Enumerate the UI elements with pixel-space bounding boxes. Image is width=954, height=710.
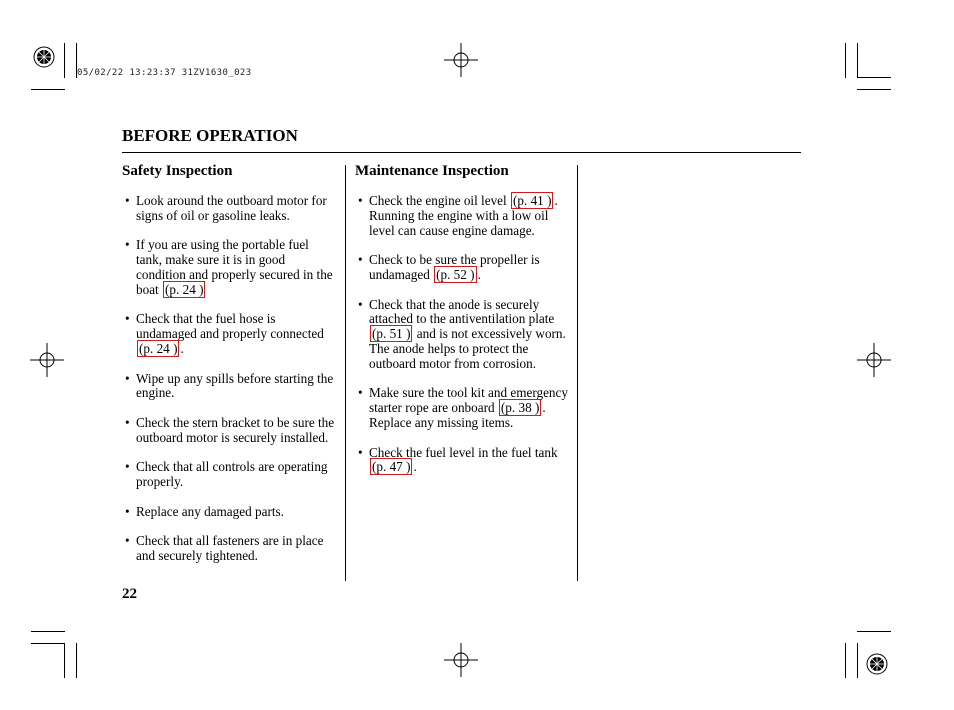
bullet-icon: • [125,503,130,519]
crop-mark [857,643,858,678]
item-text-continued: . [180,340,184,356]
list-item [122,238,337,297]
safety-inspection-column [122,163,337,579]
crop-mark [64,43,65,78]
print-info: 05/02/22 13:23:37 31ZV1630_023 [77,68,252,78]
crosshair-icon [857,343,891,377]
item-text: Replace any damaged parts. [136,503,284,519]
bullet-icon: • [125,459,130,475]
list-item [122,416,337,446]
item-text: Check that all controls are operating properly. [136,459,328,490]
item-text: Check the engine oil level [369,193,507,208]
bullet-icon: • [358,193,363,208]
crop-mark [845,643,846,678]
crop-mark [76,643,77,678]
crosshair-icon [444,643,478,677]
bullet-icon: • [125,414,130,430]
crop-mark [857,89,891,90]
crosshair-icon [30,343,64,377]
maintenance-inspection-column [355,163,573,490]
page-reference-link[interactable]: (p. 38 ) [500,400,540,416]
item-text-continued: . Replace any missing items. [369,400,546,430]
item-text: Make sure the tool kit and emergency starter rope are onboard [369,385,568,416]
item-text-continued: . [477,266,481,282]
bullet-icon: • [358,385,363,401]
crop-mark [31,643,65,644]
item-text-continued: and is not excessively worn. The anode helps to protect the outboard motor from corrosion. [369,326,566,371]
bullet-icon: • [125,533,130,549]
section-rule [122,152,801,153]
list-item [355,386,573,430]
column-divider [345,165,346,581]
crop-mark [857,631,891,632]
bullet-list [122,194,337,564]
bullet-icon: • [358,444,363,460]
crop-mark [845,43,846,78]
column-divider [577,165,578,581]
item-text-continued: . Running the engine with a low oil level can cause engine damage. [369,193,558,238]
column-heading: Safety Inspection [122,163,233,179]
list-item [122,194,337,224]
registration-mark-icon [33,46,55,68]
bullet-icon: • [125,311,130,327]
bullet-icon: • [358,252,363,268]
bullet-icon: • [358,296,363,312]
item-text: Check that the anode is securely attached to the antiventilation plate [369,296,555,327]
bullet-icon: • [125,193,130,208]
item-text: If you are using the portable fuel tank, make sure it is in good condition and properly secured in the boat [136,237,333,297]
item-text: Wipe up any spills before starting the engine. [136,370,334,401]
item-text: Check to be sure the propeller is undamaged [369,252,540,282]
item-text: Check the fuel level in the fuel tank [369,444,558,460]
list-item [122,312,337,356]
item-text: Check the stern bracket to be sure the outboard motor is securely installed. [136,414,335,445]
bullet-icon: • [125,237,130,253]
registration-mark-icon [866,653,888,675]
crop-mark [64,643,65,678]
page-reference-link[interactable]: (p. 52 ) [436,266,475,282]
page-reference-link[interactable]: (p. 24 ) [165,281,204,297]
bullet-icon: • [125,370,130,386]
page-reference-link[interactable]: (p. 24 ) [139,340,178,356]
page-number: 22 [122,586,137,602]
crop-mark [857,77,891,78]
page-reference-link[interactable]: (p. 41 ) [513,193,552,208]
page-reference-link[interactable]: (p. 51 ) [372,326,411,342]
item-text-continued: . [413,459,417,475]
list-item [122,460,337,490]
bullet-list [355,194,573,475]
list-item [355,253,573,283]
column-heading: Maintenance Inspection [355,163,509,179]
item-text: Check that all fasteners are in place and securely tightened. [136,533,324,564]
crop-mark [31,89,65,90]
crosshair-icon [444,43,478,77]
list-item [122,534,337,564]
list-item [355,194,573,238]
list-item [355,446,573,476]
item-text: Look around the outboard motor for signs of oil or gasoline leaks. [136,193,327,223]
list-item [122,372,337,402]
crop-mark [31,631,65,632]
section-title: BEFORE OPERATION [122,126,298,145]
list-item [122,505,337,520]
item-text: Check that the fuel hose is undamaged and properly connected [136,311,324,342]
page-reference-link[interactable]: (p. 47 ) [372,459,411,475]
list-item [355,298,573,372]
crop-mark [857,43,858,78]
